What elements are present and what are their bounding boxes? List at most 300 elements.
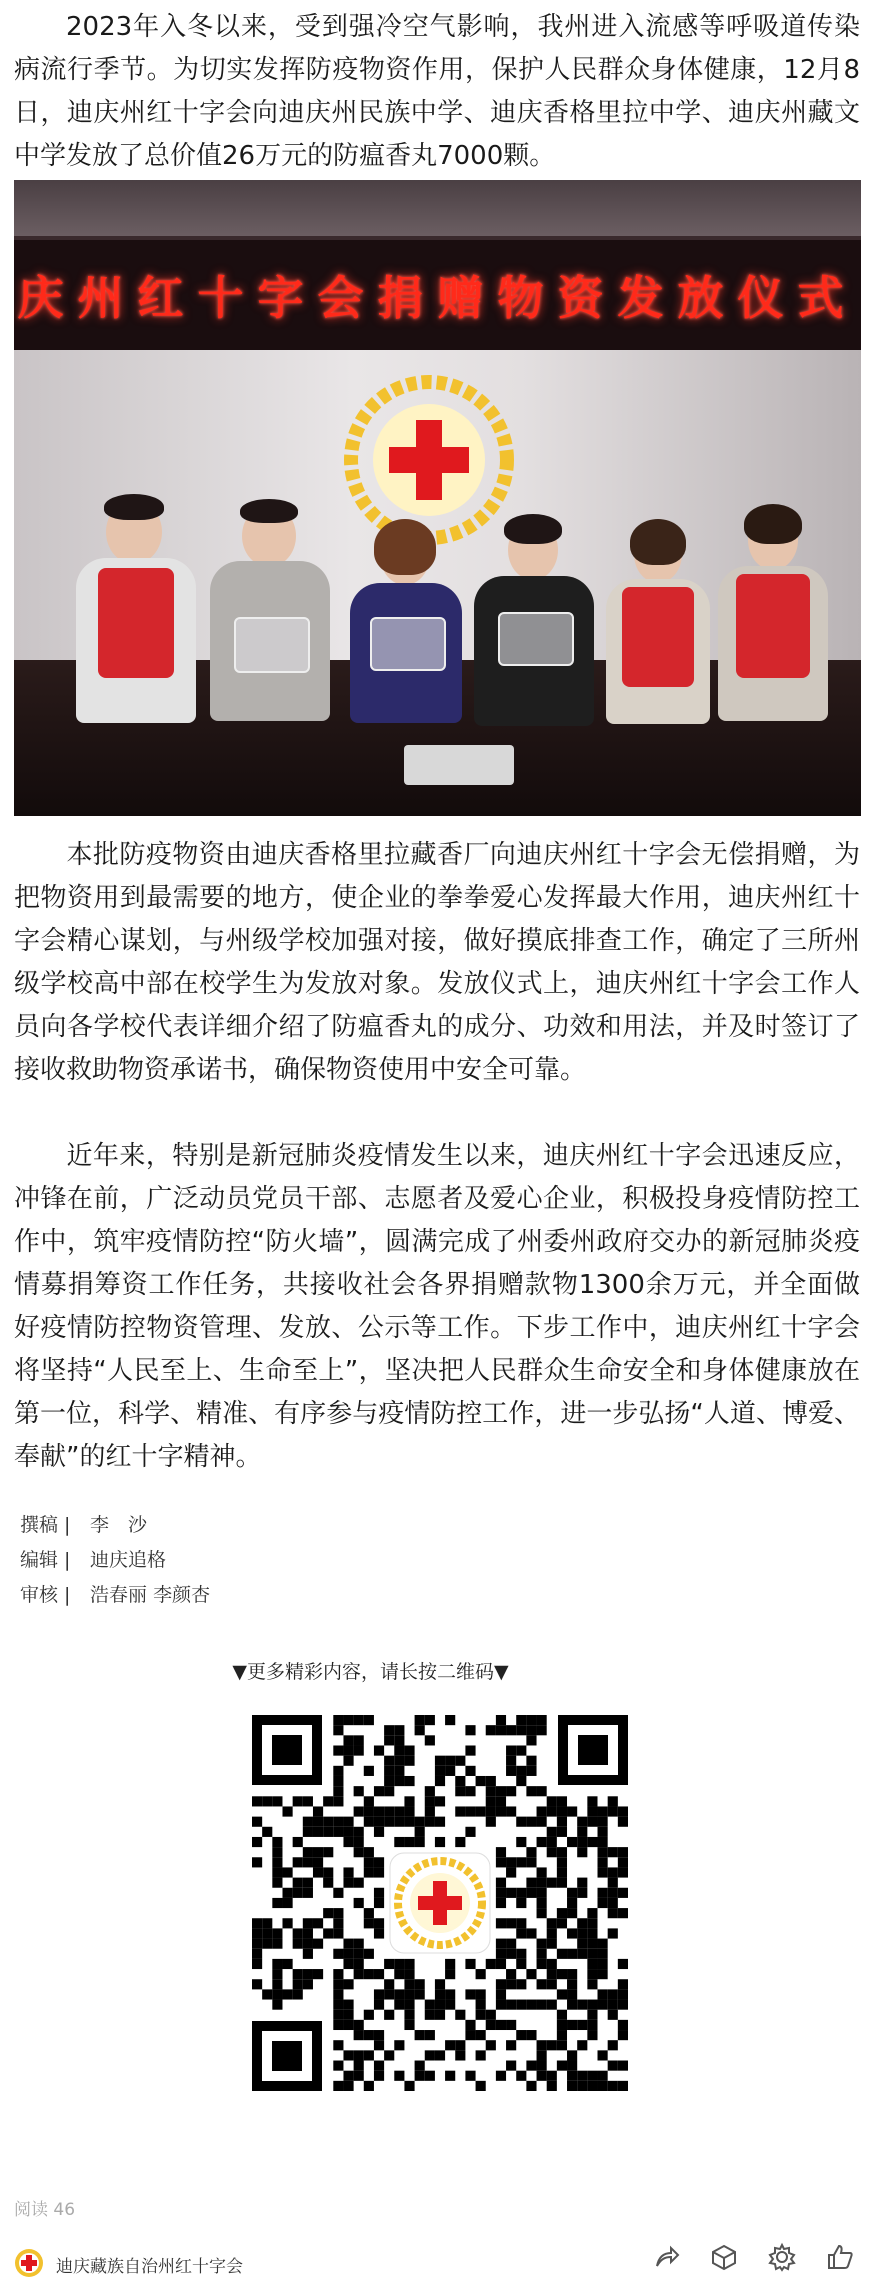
qr-module	[526, 1735, 536, 1745]
qr-module	[598, 1867, 608, 1877]
qr-module	[476, 2050, 486, 2060]
qr-module	[364, 1766, 374, 1776]
qr-module	[537, 1878, 547, 1888]
qr-module	[374, 1989, 384, 1999]
qr-module	[537, 2040, 547, 2050]
qr-module	[618, 1806, 628, 1816]
qr-module	[537, 2050, 547, 2060]
qr-module	[374, 1928, 384, 1938]
qr-module	[547, 1837, 557, 1847]
qr-module	[394, 1959, 404, 1969]
qr-module	[608, 1928, 618, 1938]
qr-module	[404, 1776, 414, 1786]
qr-module	[374, 2030, 384, 2040]
qr-module	[608, 2000, 618, 2010]
qr-module	[313, 1847, 323, 1857]
qr-module	[557, 1908, 567, 1918]
qr-module	[354, 1847, 364, 1857]
qr-module	[293, 1928, 303, 1938]
qr-module	[343, 2000, 353, 2010]
qr-module	[526, 1725, 536, 1735]
qr-module	[496, 1918, 506, 1928]
qr-module	[333, 1786, 343, 1796]
qr-module	[313, 1969, 323, 1979]
qr-module	[567, 1928, 577, 1938]
article-paragraph-1	[14, 6, 860, 178]
qr-code[interactable]	[252, 1715, 628, 2091]
qr-module	[598, 1959, 608, 1969]
qr-module	[486, 1796, 496, 1806]
qr-module	[364, 1847, 374, 1857]
paragraph-2-text: 本批防疫物资由迪庆香格里拉藏香厂向迪庆州红十字会无偿捐赠，为把物资用到最需要的地方，使企业的拳拳爱心发挥最大作用，迪庆州红十字会精心谋划，与州级学校加强对接，做好摸底排查工作，确定了三所州级学校高中部在校学生为发放对象。发放仪式上，迪庆州红十字会工作人员向各学校代表详细介绍了防瘟香丸的成分、功效和用法，并及时签订了接收救助物资承诺书，确保物资使用中安全可靠。	[14, 840, 860, 1085]
qr-module	[374, 1898, 384, 1908]
qr-module	[506, 2061, 516, 2071]
qr-module	[282, 1806, 292, 1816]
qr-module	[404, 1837, 414, 1847]
qr-module	[404, 1959, 414, 1969]
qr-module	[343, 1949, 353, 1959]
qr-module	[384, 1766, 394, 1776]
qr-module	[567, 1898, 577, 1908]
qr-module	[394, 1817, 404, 1827]
qr-module	[537, 1898, 547, 1908]
qr-module	[333, 1969, 343, 1979]
qr-module	[567, 2000, 577, 2010]
qr-module	[537, 1806, 547, 1816]
qr-module	[577, 2040, 587, 2050]
qr-module	[343, 1878, 353, 1888]
qr-module	[567, 2050, 577, 2060]
qr-module	[506, 1918, 516, 1928]
qr-module	[496, 1847, 506, 1857]
qr-module	[272, 1979, 282, 1989]
qr-module	[313, 1918, 323, 1928]
qr-module	[496, 1725, 506, 1735]
thumbs-up-button[interactable]	[810, 2242, 870, 2286]
projector	[404, 745, 514, 785]
qr-module	[343, 1735, 353, 1745]
qr-module	[587, 1817, 597, 1827]
qr-module	[598, 1969, 608, 1979]
person-6	[718, 510, 828, 725]
qr-module	[313, 1806, 323, 1816]
account-name[interactable]: 迪庆藏族自治州红十字会	[56, 2257, 243, 2277]
qr-module	[374, 1969, 384, 1979]
qr-module	[506, 1857, 516, 1867]
qr-module	[374, 1817, 384, 1827]
qr-module	[476, 1776, 486, 1786]
qr-module	[404, 1756, 414, 1766]
qr-module	[587, 1928, 597, 1938]
footer-bar	[0, 2240, 871, 2285]
qr-module	[567, 2020, 577, 2030]
qr-module	[262, 1918, 272, 1928]
qr-module	[374, 2000, 384, 2010]
qr-module	[374, 2040, 384, 2050]
qr-module	[252, 1817, 262, 1827]
qr-module	[425, 1735, 435, 1745]
qr-module	[496, 1898, 506, 1908]
qr-module	[608, 1908, 618, 1918]
qr-module	[476, 1806, 486, 1816]
qr-module	[557, 1878, 567, 1888]
qr-module	[252, 1918, 262, 1928]
qr-module	[384, 1756, 394, 1766]
paragraph-3-text: 近年来，特别是新冠肺炎疫情发生以来，迪庆州红十字会迅速反应，冲锋在前，广泛动员党员干部、志愿者及爱心企业，积极投身疫情防控工作中，筑牢疫情防控“防火墙”，圆满完成了州委州政府交办的新冠肺炎疫情募捐筹资工作任务，共接收社会各界捐赠款物1300余万元，并全面做好疫情防控物资管理、发放、公示等工作。下步工作中，迪庆州红十字会将坚持“人民至上、生命至上”，坚决把人民群众生命安全和身体健康放在第一位，科学、精准、有序参与疫情防控工作，进一步弘扬“人道、博爱、奉献”的红十字精神。	[14, 1141, 860, 1472]
qr-module	[394, 1725, 404, 1735]
qr-module	[415, 2061, 425, 2071]
qr-module	[526, 2061, 536, 2071]
red-cross-vest	[98, 568, 174, 678]
qr-module	[252, 1949, 262, 1959]
qr-module	[404, 2081, 414, 2091]
qr-module	[313, 1867, 323, 1877]
qr-module	[598, 2000, 608, 2010]
qr-module	[598, 1817, 608, 1827]
qr-module	[404, 2000, 414, 2010]
share-icon	[651, 2242, 681, 2272]
qr-module	[303, 1979, 313, 1989]
qr-module	[577, 1878, 587, 1888]
person-hair	[744, 504, 802, 544]
qr-module	[354, 1745, 364, 1755]
qr-module	[496, 1939, 506, 1949]
qr-module	[496, 2020, 506, 2030]
qr-module	[516, 1857, 526, 1867]
credit-writer-value: 李 沙	[90, 1514, 148, 1536]
qr-module	[262, 1796, 272, 1806]
share-button[interactable]	[636, 2242, 696, 2286]
qr-module	[537, 1786, 547, 1796]
qr-module	[293, 1857, 303, 1867]
qr-module	[587, 1908, 597, 1918]
qr-module	[313, 1827, 323, 1837]
qr-module	[496, 1786, 506, 1796]
qr-module	[445, 1715, 455, 1725]
qr-module	[343, 1959, 353, 1969]
qr-module	[374, 1786, 384, 1796]
supply-box	[498, 612, 574, 666]
qr-module	[415, 1989, 425, 1999]
qr-module	[516, 1766, 526, 1776]
qr-module	[343, 1745, 353, 1755]
qr-module	[526, 1756, 536, 1766]
qr-module	[557, 1806, 567, 1816]
qr-module	[587, 2030, 597, 2040]
qr-module	[608, 1806, 618, 1816]
qr-module	[343, 1837, 353, 1847]
qr-module	[598, 1827, 608, 1837]
qr-module	[618, 1857, 628, 1867]
qr-module	[364, 2030, 374, 2040]
qr-module	[364, 1908, 374, 1918]
qr-module	[526, 2030, 536, 2040]
qr-module	[282, 1959, 292, 1969]
qr-module	[343, 2010, 353, 2020]
qr-module	[313, 1817, 323, 1827]
qr-module	[293, 1878, 303, 1888]
article-photo[interactable]	[14, 180, 861, 816]
qr-module	[526, 1715, 536, 1725]
credit-editor-label: 编辑 |	[20, 1549, 71, 1571]
qr-module	[455, 1806, 465, 1816]
qr-module	[272, 1969, 282, 1979]
qr-module	[445, 1969, 455, 1979]
qr-module	[425, 2050, 435, 2060]
qr-module	[272, 1847, 282, 1857]
qr-module	[577, 1888, 587, 1898]
qr-module	[415, 1715, 425, 1725]
qr-module	[435, 1979, 445, 1989]
qr-module	[262, 1989, 272, 1999]
qr-module	[272, 1857, 282, 1867]
qr-module	[374, 2071, 384, 2081]
gear-icon	[767, 2242, 797, 2272]
qr-module	[547, 1928, 557, 1938]
qr-module	[303, 1796, 313, 1806]
qr-module	[333, 1715, 343, 1725]
qr-module	[384, 1806, 394, 1816]
qr-module	[293, 1979, 303, 1989]
qr-module	[557, 1989, 567, 1999]
led-banner	[14, 236, 861, 354]
qr-module	[425, 1806, 435, 1816]
like-button[interactable]	[752, 2242, 812, 2286]
qr-module	[547, 1806, 557, 1816]
qr-finder-bottom-left	[252, 2021, 322, 2091]
qr-module	[496, 2071, 506, 2081]
qr-module	[577, 1827, 587, 1837]
qr-module	[506, 2040, 516, 2050]
favorite-button[interactable]	[694, 2242, 754, 2286]
red-cross-vest	[622, 587, 694, 687]
qr-finder-top-left	[252, 1715, 322, 1785]
qr-module	[425, 1715, 435, 1725]
qr-module	[567, 1806, 577, 1816]
qr-module	[567, 1908, 577, 1918]
qr-module	[526, 1969, 536, 1979]
qr-module	[313, 1939, 323, 1949]
qr-module	[293, 1969, 303, 1979]
credit-writer-label: 撰稿 |	[20, 1514, 71, 1536]
qr-module	[577, 1837, 587, 1847]
person-hair	[104, 494, 164, 520]
qr-module	[506, 1725, 516, 1735]
qr-module	[333, 1979, 343, 1989]
qr-module	[526, 2081, 536, 2091]
qr-module	[333, 2010, 343, 2020]
qr-module	[404, 1745, 414, 1755]
qr-module	[567, 1837, 577, 1847]
qr-module	[587, 2071, 597, 2081]
qr-module	[343, 2081, 353, 2091]
qr-module	[598, 2071, 608, 2081]
qr-module	[537, 1715, 547, 1725]
qr-module	[598, 1837, 608, 1847]
qr-module	[364, 1817, 374, 1827]
qr-module	[587, 2010, 597, 2020]
qr-module	[252, 1796, 262, 1806]
qr-module	[323, 1908, 333, 1918]
qr-module	[343, 1715, 353, 1725]
person-2	[210, 505, 330, 725]
qr-module	[598, 1949, 608, 1959]
qr-module	[354, 2061, 364, 2071]
qr-module	[506, 1867, 516, 1877]
qr-module	[333, 2081, 343, 2091]
qr-module	[516, 1776, 526, 1786]
qr-module	[537, 1908, 547, 1918]
person-3	[350, 525, 462, 725]
qr-module	[282, 1989, 292, 1999]
qr-module	[435, 1796, 445, 1806]
qr-module	[557, 2030, 567, 2040]
qr-module	[455, 1786, 465, 1796]
qr-module	[506, 1806, 516, 1816]
qr-module	[506, 1756, 516, 1766]
qr-module	[516, 2030, 526, 2040]
qr-module	[506, 1745, 516, 1755]
qr-module	[364, 2010, 374, 2020]
qr-module	[547, 1796, 557, 1806]
qr-module	[465, 1725, 475, 1735]
qr-module	[303, 1918, 313, 1928]
qr-module	[476, 2081, 486, 2091]
qr-module	[282, 1898, 292, 1908]
qr-module	[435, 2000, 445, 2010]
qr-module	[598, 1806, 608, 1816]
qr-module	[547, 2081, 557, 2091]
qr-module	[618, 2030, 628, 2040]
qr-module	[486, 1959, 496, 1969]
qr-module	[343, 1979, 353, 1989]
qr-module	[618, 1908, 628, 1918]
qr-module	[567, 1949, 577, 1959]
qr-module	[425, 2030, 435, 2040]
qr-module	[557, 1847, 567, 1857]
person-hair	[374, 519, 436, 575]
qr-module	[577, 2081, 587, 2091]
qr-module	[333, 1776, 343, 1786]
qr-module	[333, 1989, 343, 1999]
qr-module	[262, 1939, 272, 1949]
person-5	[606, 525, 710, 725]
qr-module	[516, 1928, 526, 1938]
qr-module	[272, 1837, 282, 1847]
qr-module	[557, 2040, 567, 2050]
qr-module	[537, 1837, 547, 1847]
qr-module	[303, 1817, 313, 1827]
qr-module	[577, 2000, 587, 2010]
qr-module	[333, 1918, 343, 1928]
qr-module	[526, 1878, 536, 1888]
qr-module	[425, 2071, 435, 2081]
qr-module	[537, 1979, 547, 1989]
qr-module	[394, 1806, 404, 1816]
qr-module	[608, 1878, 618, 1888]
qr-module	[333, 1908, 343, 1918]
qr-module	[364, 1857, 374, 1867]
qr-module	[486, 1786, 496, 1796]
qr-module	[404, 1796, 414, 1806]
qr-module	[516, 1715, 526, 1725]
qr-module	[364, 1867, 374, 1877]
person-1	[76, 500, 196, 720]
qr-module	[404, 1817, 414, 1827]
qr-module	[394, 1969, 404, 1979]
qr-module	[354, 1837, 364, 1847]
qr-module	[445, 2040, 455, 2050]
qr-module	[364, 1918, 374, 1928]
qr-module	[496, 2000, 506, 2010]
qr-module	[516, 1918, 526, 1928]
qr-module	[516, 1745, 526, 1755]
account-logo-icon[interactable]	[14, 2248, 44, 2278]
qr-module	[252, 1928, 262, 1938]
qr-module	[374, 1867, 384, 1877]
qr-module	[557, 1969, 567, 1979]
qr-module	[354, 1939, 364, 1949]
qr-module	[343, 1827, 353, 1837]
red-cross-vest	[736, 574, 810, 678]
qr-module	[354, 1898, 364, 1908]
qr-module	[394, 1837, 404, 1847]
qr-module	[496, 1857, 506, 1867]
qr-module	[537, 2071, 547, 2081]
qr-module	[587, 1949, 597, 1959]
qr-module	[618, 1847, 628, 1857]
qr-module	[455, 2040, 465, 2050]
qr-module	[394, 1756, 404, 1766]
qr-module	[415, 2071, 425, 2081]
qr-module	[506, 1969, 516, 1979]
qr-module	[343, 1939, 353, 1949]
qr-module	[547, 1847, 557, 1857]
person-hair	[630, 519, 686, 565]
qr-module	[394, 1745, 404, 1755]
qr-module	[506, 1766, 516, 1776]
qr-module	[526, 1786, 536, 1796]
supply-box	[370, 617, 446, 671]
qr-module	[272, 1989, 282, 1999]
qr-module	[333, 1817, 343, 1827]
qr-module	[608, 2061, 618, 2071]
qr-module	[455, 2050, 465, 2060]
qr-module	[496, 1878, 506, 1888]
qr-module	[425, 1796, 435, 1806]
qr-module	[455, 1756, 465, 1766]
qr-module	[445, 1959, 455, 1969]
qr-module	[608, 1989, 618, 1999]
qr-module	[526, 1928, 536, 1938]
qr-module	[333, 1827, 343, 1837]
qr-module	[577, 1939, 587, 1949]
qr-module	[384, 1989, 394, 1999]
qr-module	[384, 1959, 394, 1969]
qr-module	[567, 2081, 577, 2091]
qr-module	[354, 1959, 364, 1969]
qr-module	[486, 1817, 496, 1827]
qr-module	[486, 1725, 496, 1735]
qr-module	[435, 1776, 445, 1786]
qr-module	[364, 1715, 374, 1725]
qr-module	[587, 2020, 597, 2030]
qr-module	[598, 1857, 608, 1867]
qr-module	[587, 2081, 597, 2091]
thumbs-up-icon	[825, 2242, 855, 2272]
qr-module	[486, 1806, 496, 1816]
qr-module	[587, 1918, 597, 1928]
